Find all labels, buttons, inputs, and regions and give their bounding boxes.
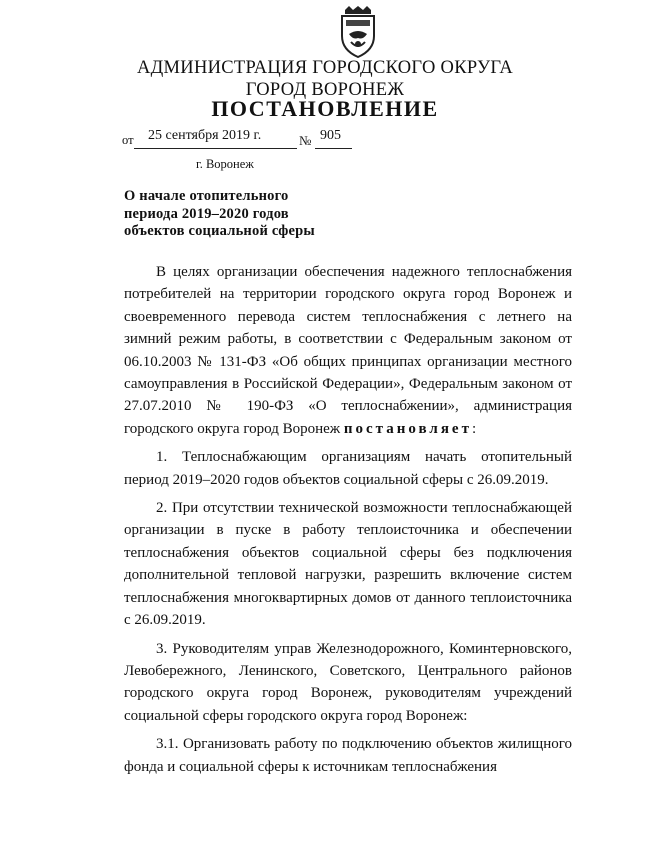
clause-3-1: 3.1. Организовать работу по подключению объектов жилищного фонда и социальной сферы к источникам теплоснабжения bbox=[124, 736, 572, 775]
subject-line: объектов социальной сферы bbox=[124, 223, 315, 239]
document-type-title: ПОСТАНОВЛЕНИЕ bbox=[211, 96, 439, 121]
decree-date: 25 сентября 2019 г. bbox=[148, 128, 262, 143]
number-underline bbox=[315, 148, 352, 149]
subject-line: периода 2019–2020 годов bbox=[124, 205, 289, 222]
date-underline bbox=[134, 148, 297, 149]
decree-body bbox=[124, 261, 572, 784]
decree-subject bbox=[124, 188, 315, 241]
clause-1: 1. Теплоснабжающим организациям начать отопительный период 2019–2020 годов объектов социальной сферы с 26.09.2019. bbox=[124, 449, 572, 488]
number-label: № bbox=[299, 133, 312, 148]
clause-3: 3. Руководителям управ Железнодорожного, Коминтерновского, Левобережного, Ленинского, Советского, Центрального районов городского округа город Воронеж, руководителям учреждений социальной сферы городского округа город Воронеж: bbox=[124, 640, 572, 724]
from-label: от bbox=[122, 133, 134, 147]
decree-number: 905 bbox=[320, 128, 341, 143]
city-label: г. Воронеж bbox=[196, 157, 254, 171]
header-city: ГОРОД ВОРОНЕЖ bbox=[245, 80, 405, 100]
header-administration: АДМИНИСТРАЦИЯ ГОРОДСКОГО ОКРУГА bbox=[136, 58, 514, 78]
clause-2: 2. При отсутствии технической возможности теплоснабжающей организации в пуске в работу теплоисточника и обеспечении теплоснабжения объектов социальной сферы без подключения дополнительной тепловой нагрузки, разрешить включение систем теплоснабжения многоквартирных домов от данного теплоисточника с 26.09.2019. bbox=[124, 500, 572, 629]
preamble-paragraph bbox=[124, 261, 572, 440]
preamble-text: В целях организации обеспечения надежного теплоснабжения потребителей на территории городского округа город Воронеж и своевременного перевода систем теплоснабжения с летнего на зимний режим работы, в соответствии с Федеральным законом от 06.10.2003 № 131-ФЗ «Об общих принципах организации местного самоуправления в Российской Федерации», Федеральным законом от 27.07.2010 № 190-ФЗ «О теплоснабжении», администрация городского округа город Воронеж bbox=[124, 264, 572, 437]
decree-keyword: постановляет bbox=[343, 420, 472, 437]
coat-of-arms-emblem bbox=[337, 6, 379, 58]
decree-colon: : bbox=[471, 420, 477, 437]
subject-line: О начале отопительного bbox=[124, 188, 289, 204]
